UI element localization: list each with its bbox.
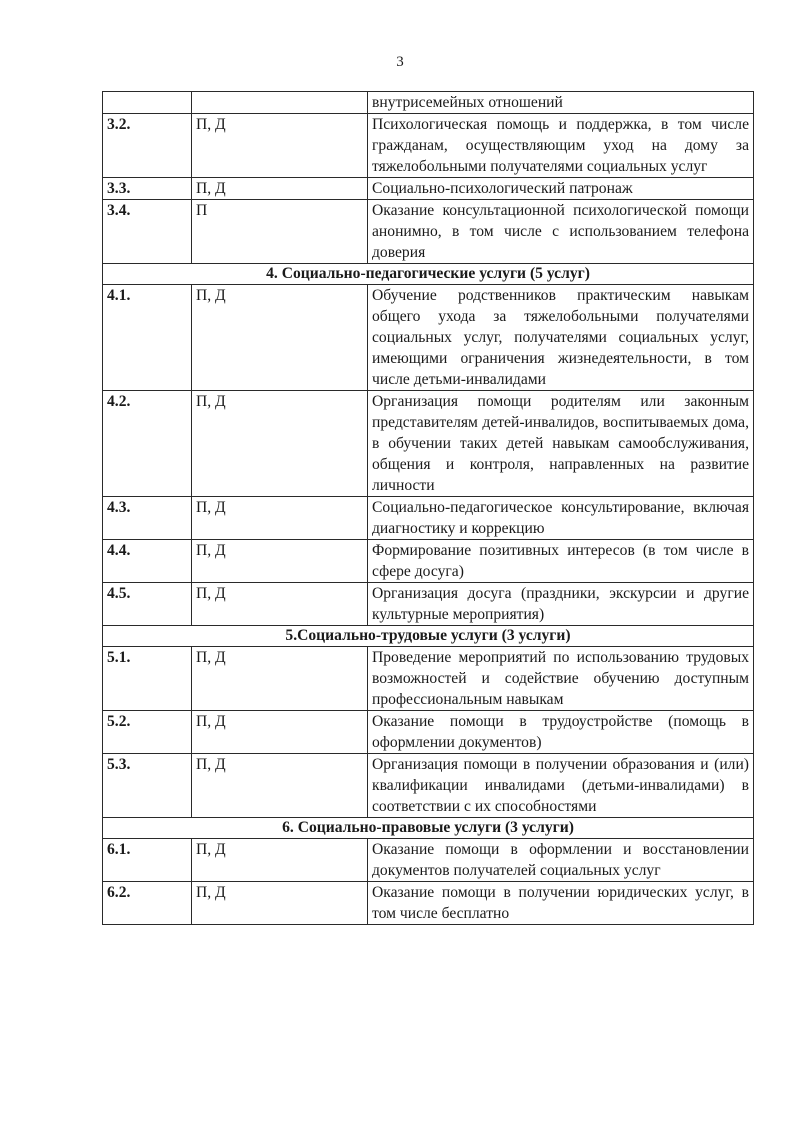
page-number: 3 — [396, 54, 404, 70]
section-header-row — [103, 264, 754, 285]
service-row — [103, 711, 754, 754]
section-title: 6. Социально-правовые услуги (3 услуги) — [103, 818, 754, 839]
service-name: Оказание консультационной психологической помощи анонимно, в том числе с использованием телефона доверия — [368, 200, 754, 264]
service-name: Организация помощи родителям или законным представителям детей-инвалидов, воспитываемых дома, в обучении таких детей навыкам самообслуживания, общения и контроля, направленных на развитие личности — [368, 391, 754, 497]
service-form: П, Д — [192, 497, 368, 540]
service-number: 5.3. — [103, 754, 192, 818]
service-form: П, Д — [192, 583, 368, 626]
service-name: Оказание помощи в получении юридических услуг, в том числе бесплатно — [368, 882, 754, 925]
service-form: П — [192, 200, 368, 264]
service-row — [103, 754, 754, 818]
service-name: Организация помощи в получении образования и (или) квалификации инвалидами (детьми-инвалидами) в соответствии с их способностями — [368, 754, 754, 818]
service-name: Социально-педагогическое консультирование, включая диагностику и коррекцию — [368, 497, 754, 540]
service-row — [103, 583, 754, 626]
service-form: П, Д — [192, 391, 368, 497]
service-number: 3.2. — [103, 114, 192, 178]
service-number: 5.1. — [103, 647, 192, 711]
service-number: 4.3. — [103, 497, 192, 540]
service-row — [103, 391, 754, 497]
section-header-row — [103, 626, 754, 647]
service-form: П, Д — [192, 711, 368, 754]
section-title: 5.Социально-трудовые услуги (3 услуги) — [103, 626, 754, 647]
service-number: 6.1. — [103, 839, 192, 882]
service-form: П, Д — [192, 647, 368, 711]
service-name: Формирование позитивных интересов (в том числе в сфере досуга) — [368, 540, 754, 583]
service-name: Психологическая помощь и поддержка, в том числе гражданам, осуществляющим уход на дому за тяжелобольными получателями социальных услуг — [368, 114, 754, 178]
service-form: П, Д — [192, 285, 368, 391]
service-number: 6.2. — [103, 882, 192, 925]
service-form: П, Д — [192, 114, 368, 178]
service-form: П, Д — [192, 882, 368, 925]
service-row — [103, 114, 754, 178]
service-form: П, Д — [192, 540, 368, 583]
services-table-body — [103, 92, 754, 925]
service-row — [103, 92, 754, 114]
services-table — [102, 91, 754, 925]
service-name: Социально-психологический патронаж — [368, 178, 754, 200]
service-row — [103, 882, 754, 925]
service-name: Организация досуга (праздники, экскурсии и другие культурные мероприятия) — [368, 583, 754, 626]
service-form: П, Д — [192, 839, 368, 882]
service-name: Оказание помощи в оформлении и восстановлении документов получателей социальных услуг — [368, 839, 754, 882]
service-form: П, Д — [192, 754, 368, 818]
service-form: П, Д — [192, 178, 368, 200]
service-number: 4.2. — [103, 391, 192, 497]
service-form — [192, 92, 368, 114]
section-title: 4. Социально-педагогические услуги (5 услуг) — [103, 264, 754, 285]
service-number: 4.4. — [103, 540, 192, 583]
service-row — [103, 839, 754, 882]
service-number — [103, 92, 192, 114]
service-number: 3.4. — [103, 200, 192, 264]
service-name: Проведение мероприятий по использованию трудовых возможностей и содействие обучению доступным профессиональным навыкам — [368, 647, 754, 711]
service-row — [103, 540, 754, 583]
service-row — [103, 497, 754, 540]
service-name: Оказание помощи в трудоустройстве (помощь в оформлении документов) — [368, 711, 754, 754]
service-row — [103, 178, 754, 200]
service-number: 4.1. — [103, 285, 192, 391]
service-row — [103, 285, 754, 391]
service-name: внутрисемейных отношений — [368, 92, 754, 114]
service-name: Обучение родственников практическим навыкам общего ухода за тяжелобольными получателями социальных услуг, получателями социальных услуг, имеющими ограничения жизнедеятельности, в том числе детьми-инвалидами — [368, 285, 754, 391]
section-header-row — [103, 818, 754, 839]
service-number: 3.3. — [103, 178, 192, 200]
service-number: 5.2. — [103, 711, 192, 754]
service-row — [103, 200, 754, 264]
service-number: 4.5. — [103, 583, 192, 626]
service-row — [103, 647, 754, 711]
